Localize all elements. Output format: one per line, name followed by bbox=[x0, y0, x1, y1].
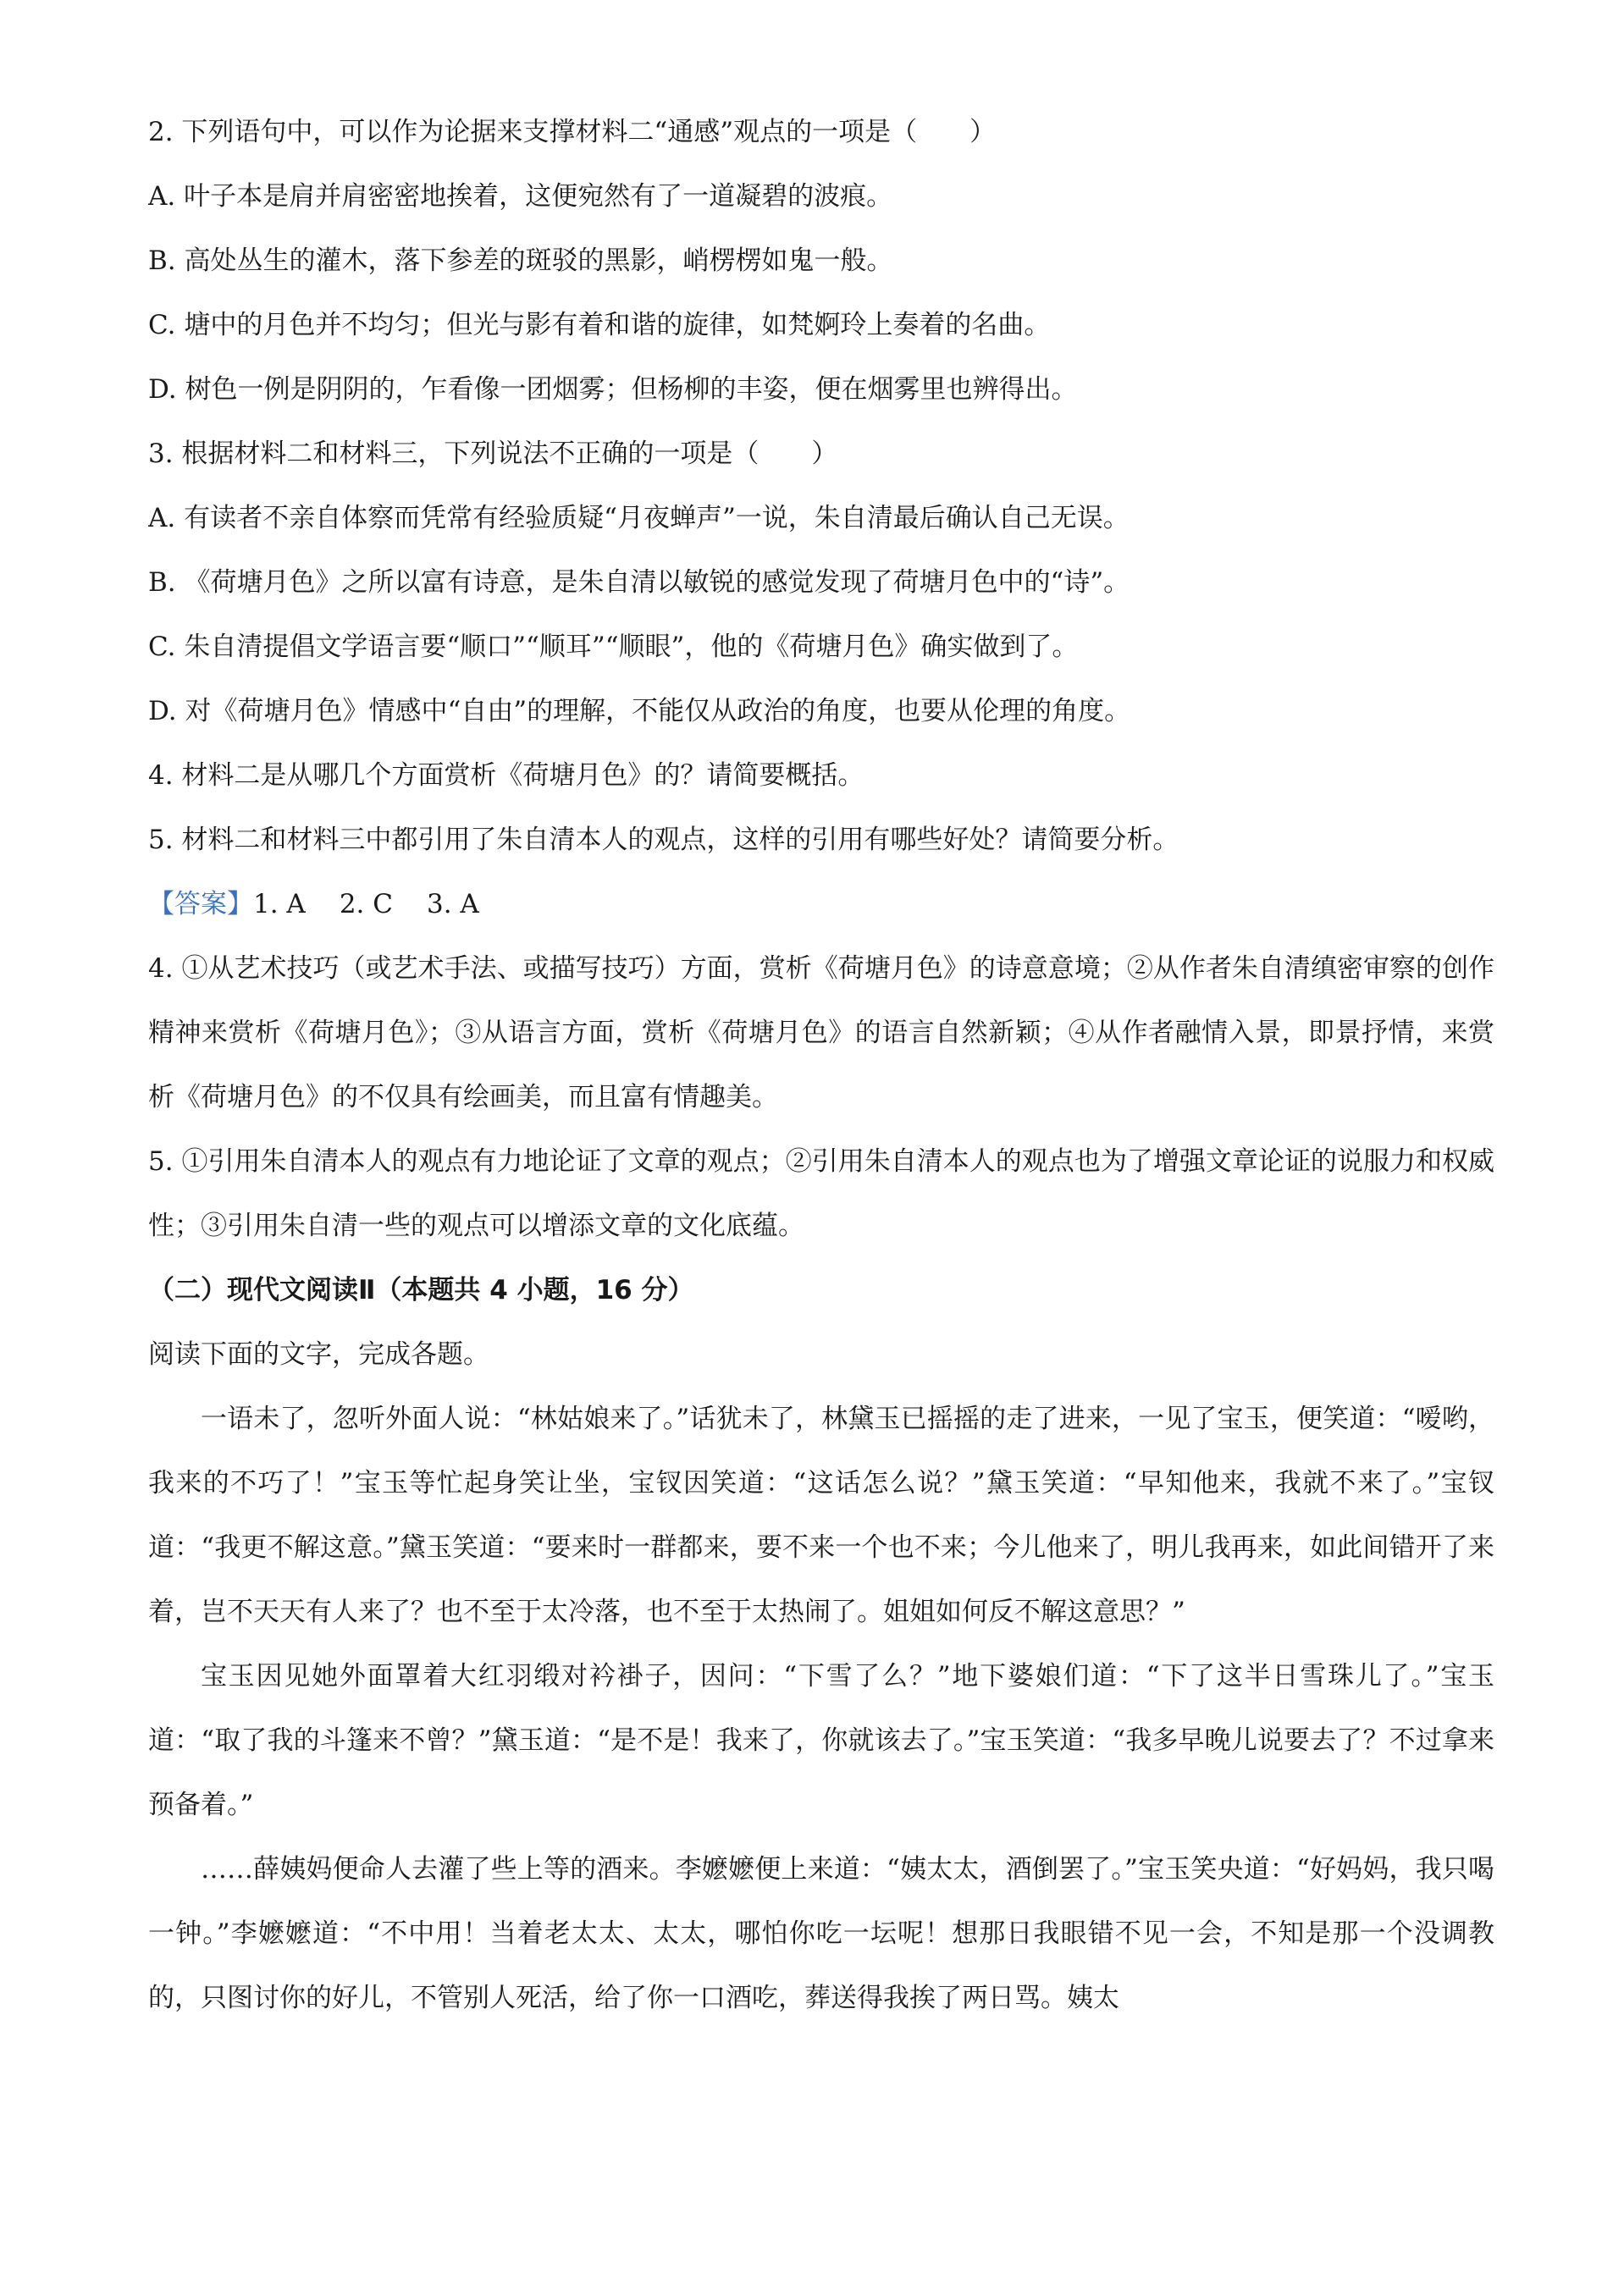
question-3-option-b: B. 《荷塘月色》之所以富有诗意，是朱自清以敏锐的感觉发现了荷塘月色中的“诗”。 bbox=[148, 567, 1130, 598]
document-page bbox=[148, 100, 1494, 2030]
passage-paragraph-2: 宝玉因见她外面罩着大红羽缎对衿褂子，因问：“下雪了么？”地下婆娘们道：“下了这半日雪珠儿了。”宝玉道：“取了我的斗篷来不曾？”黛玉道：“是不是！我来了，你就该去了。”宝玉笑道：“我多早晚儿说要去了？不过拿来预备着。” bbox=[148, 1661, 1494, 1820]
passage-paragraph-1: 一语未了，忽听外面人说：“林姑娘来了。”话犹未了，林黛玉已摇摇的走了进来，一见了宝玉，便笑道：“嗳哟，我来的不巧了！”宝玉等忙起身笑让坐，宝钗因笑道：“这话怎么说？”黛玉笑道：“早知他来，我就不来了。”宝钗道：“我更不解这意。”黛玉笑道：“要来时一群都来，要不来一个也不来；今儿他来了，明儿我再来，如此间错开了来着，岂不天天有人来了？也不至于太冷落，也不至于太热闹了。姐姐如何反不解这意思？” bbox=[148, 1404, 1494, 1627]
question-3-option-d: D. 对《荷塘月色》情感中“自由”的理解，不能仅从政治的角度，也要从伦理的角度。 bbox=[148, 696, 1131, 726]
question-3-stem: 3. 根据材料二和材料三，下列说法不正确的一项是（ ） bbox=[148, 439, 838, 469]
question-3-option-c: C. 朱自清提倡文学语言要“顺口”“顺耳”“顺眼”，他的《荷塘月色》确实做到了。 bbox=[148, 632, 1079, 662]
question-2-option-d: D. 树色一例是阴阴的，乍看像一团烟雾；但杨柳的丰姿，便在烟雾里也辨得出。 bbox=[148, 374, 1078, 405]
question-4: 4. 材料二是从哪几个方面赏析《荷塘月色》的？请简要概括。 bbox=[148, 760, 864, 791]
question-5: 5. 材料二和材料三中都引用了朱自清本人的观点，这样的引用有哪些好处？请简要分析。 bbox=[148, 825, 1179, 855]
question-2-option-b: B. 高处丛生的灌木，落下参差的斑驳的黑影，峭楞楞如鬼一般。 bbox=[148, 246, 893, 276]
answer-line bbox=[148, 872, 1494, 936]
question-3-option-a: A. 有读者不亲自体察而凭常有经验质疑“月夜蝉声”一说，朱自清最后确认自己无误。 bbox=[148, 503, 1130, 533]
answer-2: 2. C bbox=[339, 889, 393, 919]
question-2-option-a: A. 叶子本是肩并肩密密地挨着，这便宛然有了一道凝碧的波痕。 bbox=[148, 181, 893, 212]
question-2-stem: 2. 下列语句中，可以作为论据来支撑材料二“通感”观点的一项是（ ） bbox=[148, 117, 997, 147]
answer-3: 3. A bbox=[426, 889, 479, 919]
section-heading: （二）现代文阅读Ⅱ（本题共 4 小题，16 分） bbox=[148, 1275, 694, 1305]
answer-5: 5. ①引用朱自清本人的观点有力地论证了文章的观点；②引用朱自清本人的观点也为了增强文章论证的说服力和权威性；③引用朱自清一些的观点可以增添文章的文化底蕴。 bbox=[148, 1146, 1494, 1241]
question-2-option-c: C. 塘中的月色并不均匀；但光与影有着和谐的旋律，如梵婀玲上奏着的名曲。 bbox=[148, 310, 1051, 340]
section-instruction: 阅读下面的文字，完成各题。 bbox=[148, 1339, 489, 1370]
passage-paragraph-3: ……薛姨妈便命人去灌了些上等的酒来。李嬷嬷便上来道：“姨太太，酒倒罢了。”宝玉笑央道：“好妈妈，我只喝一钟。”李嬷嬷道：“不中用！当着老太太、太太，哪怕你吃一坛呢！想那日我眼错不见一会，不知是那一个没调教的，只图讨你的好儿，不管别人死活，给了你一口酒吃，葬送得我挨了两日骂。姨太 bbox=[148, 1854, 1494, 2013]
answer-4: 4. ①从艺术技巧（或艺术手法、或描写技巧）方面，赏析《荷塘月色》的诗意意境；②从作者朱自清缜密审察的创作精神来赏析《荷塘月色》；③从语言方面，赏析《荷塘月色》的语言自然新颖；④从作者融情入景，即景抒情，来赏析《荷塘月色》的不仅具有绘画美，而且富有情趣美。 bbox=[148, 953, 1494, 1112]
answer-1: 1. A bbox=[253, 889, 306, 919]
answer-tag: 【答案】 bbox=[148, 889, 253, 919]
